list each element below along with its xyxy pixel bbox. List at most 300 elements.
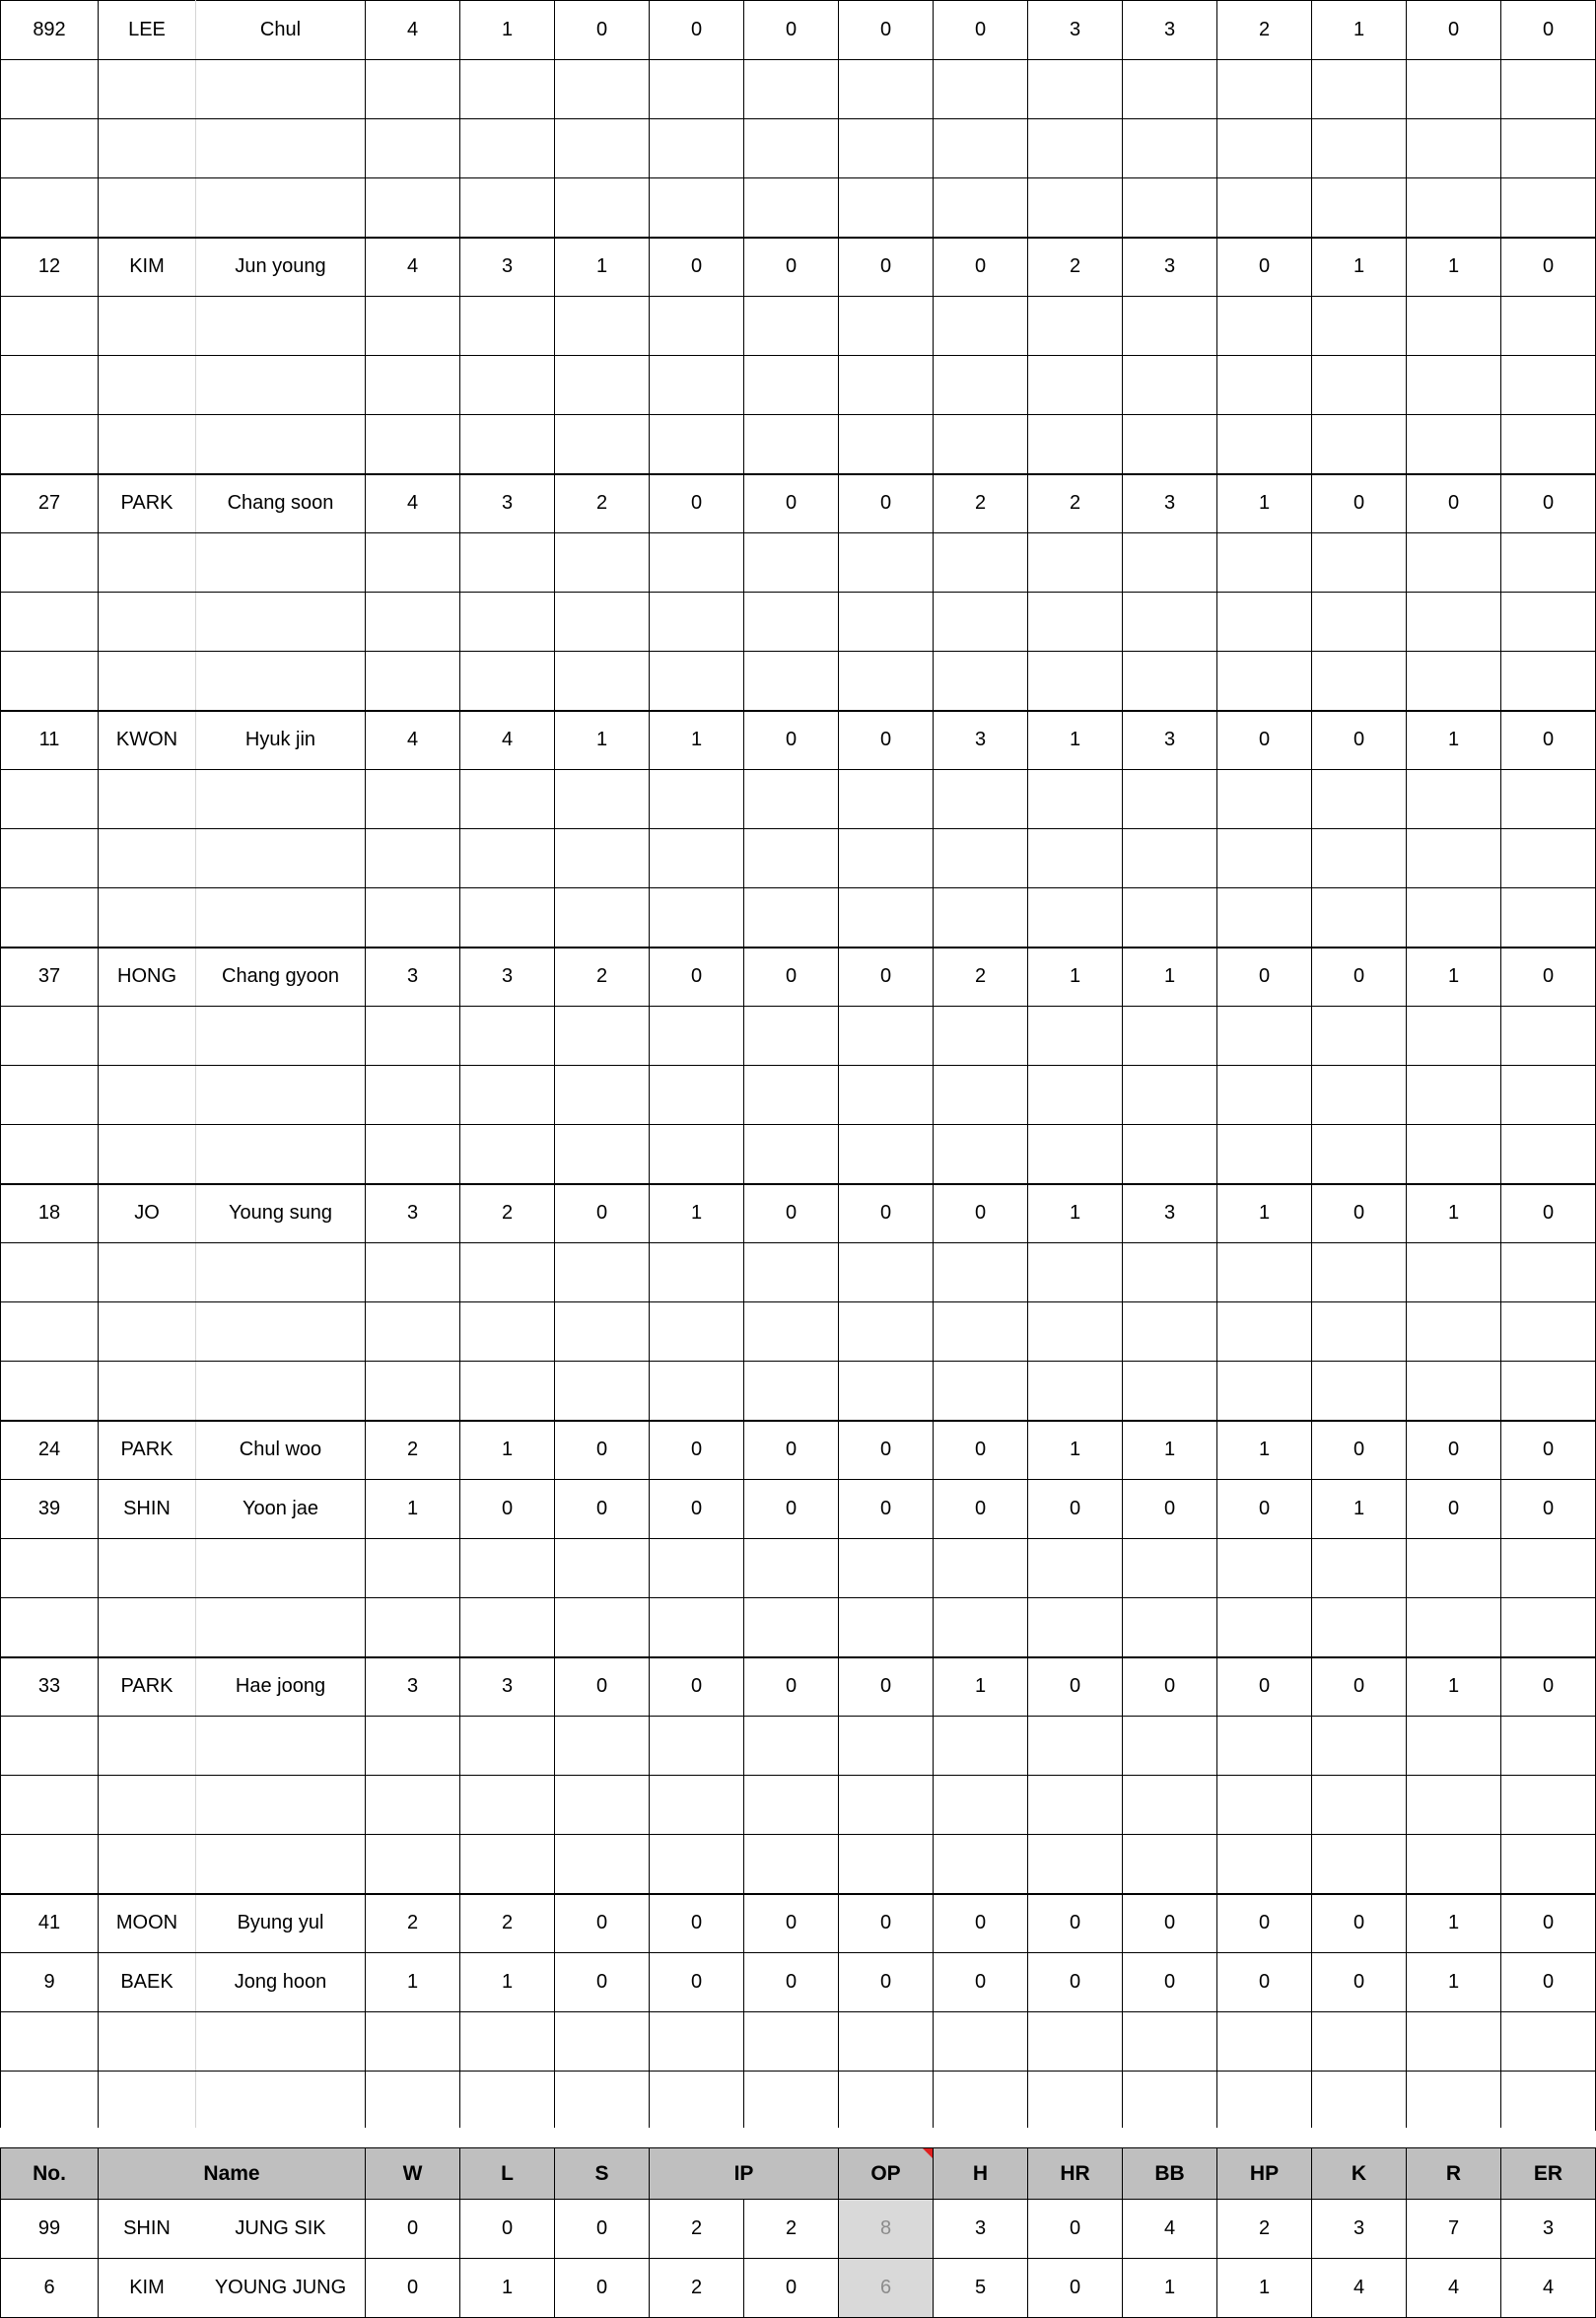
batter-no[interactable]: 11 — [1, 711, 99, 770]
batter-stat-3b[interactable] — [744, 178, 839, 238]
batter-stat-r[interactable] — [1217, 1302, 1312, 1362]
batter-stat-e[interactable] — [1407, 2012, 1501, 2072]
batter-stat-3b[interactable]: 0 — [744, 948, 839, 1007]
batter-stat-rbi[interactable] — [1123, 119, 1217, 178]
batter-stat-pa[interactable]: 3 — [366, 1184, 460, 1243]
batter-first-name[interactable] — [196, 1539, 366, 1598]
batter-no[interactable] — [1, 652, 99, 711]
batter-first-name[interactable]: Jun young — [196, 238, 366, 297]
batter-first-name[interactable] — [196, 1302, 366, 1362]
batter-stat-rbi[interactable] — [1123, 1125, 1217, 1184]
batter-stat-2b[interactable] — [650, 178, 744, 238]
batter-stat-rbi[interactable]: 3 — [1123, 1, 1217, 60]
batter-stat-sb[interactable]: 1 — [1312, 1480, 1407, 1539]
batter-last-name[interactable]: PARK — [99, 1657, 196, 1717]
batter-stat-pa[interactable] — [366, 1776, 460, 1835]
batter-first-name[interactable] — [196, 119, 366, 178]
batter-stat-hr[interactable] — [839, 533, 934, 593]
batter-stat-pa[interactable]: 4 — [366, 711, 460, 770]
batter-stat-hr[interactable]: 0 — [839, 1894, 934, 1953]
batter-stat-extra[interactable] — [1501, 1066, 1596, 1125]
batter-stat-extra[interactable]: 0 — [1501, 238, 1596, 297]
batter-stat-e[interactable]: 0 — [1407, 1, 1501, 60]
batter-first-name[interactable]: Hyuk jin — [196, 711, 366, 770]
batter-stat-ab[interactable] — [460, 119, 555, 178]
batter-stat-e[interactable] — [1407, 533, 1501, 593]
batter-stat-bb[interactable] — [934, 356, 1028, 415]
batter-stat-2b[interactable]: 0 — [650, 1480, 744, 1539]
pitcher-k[interactable]: 3 — [1312, 2200, 1407, 2259]
batter-stat-h[interactable]: 1 — [555, 711, 650, 770]
batter-no[interactable] — [1, 593, 99, 652]
batter-stat-r[interactable] — [1217, 1598, 1312, 1657]
batter-stat-extra[interactable]: 0 — [1501, 948, 1596, 1007]
batter-stat-rbi[interactable] — [1123, 1302, 1217, 1362]
batter-stat-bb[interactable]: 0 — [934, 1421, 1028, 1480]
batter-stat-extra[interactable]: 0 — [1501, 1480, 1596, 1539]
batter-stat-h[interactable] — [555, 1598, 650, 1657]
batter-stat-so[interactable] — [1028, 297, 1123, 356]
batter-stat-h[interactable] — [555, 652, 650, 711]
batter-no[interactable] — [1, 1776, 99, 1835]
batter-stat-2b[interactable] — [650, 356, 744, 415]
batter-stat-extra[interactable] — [1501, 1125, 1596, 1184]
batter-stat-extra[interactable] — [1501, 1539, 1596, 1598]
batter-stat-pa[interactable] — [366, 297, 460, 356]
batter-stat-h[interactable] — [555, 1007, 650, 1066]
batter-stat-2b[interactable]: 0 — [650, 1894, 744, 1953]
batter-stat-3b[interactable]: 0 — [744, 1421, 839, 1480]
batter-stat-h[interactable]: 0 — [555, 1480, 650, 1539]
batter-stat-so[interactable] — [1028, 1776, 1123, 1835]
batter-stat-h[interactable]: 1 — [555, 238, 650, 297]
pitcher-ip-outs[interactable]: 2 — [744, 2200, 839, 2259]
batter-stat-hr[interactable]: 0 — [839, 1, 934, 60]
batter-no[interactable] — [1, 533, 99, 593]
batter-stat-r[interactable] — [1217, 1717, 1312, 1776]
batter-stat-so[interactable] — [1028, 770, 1123, 829]
batter-stat-extra[interactable]: 0 — [1501, 711, 1596, 770]
batter-stat-hr[interactable]: 0 — [839, 711, 934, 770]
batter-no[interactable] — [1, 297, 99, 356]
batter-stat-bb[interactable] — [934, 593, 1028, 652]
batter-stat-r[interactable]: 1 — [1217, 1184, 1312, 1243]
batter-no[interactable] — [1, 60, 99, 119]
batter-stat-2b[interactable] — [650, 119, 744, 178]
batter-stat-so[interactable]: 0 — [1028, 1953, 1123, 2012]
batter-stat-h[interactable] — [555, 119, 650, 178]
batter-last-name[interactable]: KIM — [99, 238, 196, 297]
batter-stat-ab[interactable]: 4 — [460, 711, 555, 770]
batter-stat-h[interactable]: 0 — [555, 1894, 650, 1953]
batter-stat-2b[interactable] — [650, 533, 744, 593]
batter-stat-hr[interactable]: 0 — [839, 238, 934, 297]
batter-stat-so[interactable] — [1028, 2012, 1123, 2072]
batter-stat-sb[interactable] — [1312, 178, 1407, 238]
batter-stat-3b[interactable] — [744, 2012, 839, 2072]
batter-stat-hr[interactable]: 0 — [839, 1480, 934, 1539]
batter-first-name[interactable]: Jong hoon — [196, 1953, 366, 2012]
batter-stat-hr[interactable] — [839, 1539, 934, 1598]
batter-stat-e[interactable] — [1407, 1066, 1501, 1125]
batter-stat-rbi[interactable] — [1123, 652, 1217, 711]
batter-stat-hr[interactable]: 0 — [839, 1421, 934, 1480]
batter-stat-extra[interactable]: 0 — [1501, 1657, 1596, 1717]
batter-stat-2b[interactable] — [650, 1125, 744, 1184]
batter-stat-hr[interactable] — [839, 1835, 934, 1894]
batter-stat-rbi[interactable] — [1123, 888, 1217, 948]
batter-last-name[interactable] — [99, 2072, 196, 2131]
pitcher-er[interactable]: 3 — [1501, 2200, 1596, 2259]
batter-last-name[interactable] — [99, 1302, 196, 1362]
batter-stat-h[interactable]: 0 — [555, 1184, 650, 1243]
batter-stat-pa[interactable] — [366, 533, 460, 593]
batter-stat-h[interactable] — [555, 178, 650, 238]
batter-stat-ab[interactable] — [460, 1717, 555, 1776]
batter-last-name[interactable] — [99, 356, 196, 415]
batter-stat-3b[interactable] — [744, 60, 839, 119]
batter-stat-pa[interactable] — [366, 1125, 460, 1184]
header-k[interactable]: K — [1312, 2148, 1407, 2200]
batter-stat-bb[interactable]: 0 — [934, 1184, 1028, 1243]
batter-stat-ab[interactable]: 2 — [460, 1894, 555, 1953]
batter-stat-e[interactable] — [1407, 593, 1501, 652]
batter-stat-h[interactable] — [555, 1539, 650, 1598]
batter-stat-ab[interactable] — [460, 652, 555, 711]
batter-stat-rbi[interactable] — [1123, 2012, 1217, 2072]
batter-no[interactable] — [1, 1717, 99, 1776]
batter-stat-ab[interactable] — [460, 593, 555, 652]
batter-stat-e[interactable] — [1407, 119, 1501, 178]
batter-stat-r[interactable] — [1217, 1539, 1312, 1598]
batter-stat-h[interactable]: 2 — [555, 474, 650, 533]
batter-stat-so[interactable] — [1028, 1835, 1123, 1894]
batter-last-name[interactable] — [99, 1598, 196, 1657]
batter-stat-sb[interactable] — [1312, 770, 1407, 829]
batter-first-name[interactable] — [196, 1598, 366, 1657]
pitcher-h[interactable]: 3 — [934, 2200, 1028, 2259]
batter-stat-hr[interactable] — [839, 1776, 934, 1835]
batter-stat-bb[interactable] — [934, 119, 1028, 178]
batter-stat-r[interactable] — [1217, 652, 1312, 711]
batter-stat-e[interactable]: 1 — [1407, 1184, 1501, 1243]
batter-stat-2b[interactable] — [650, 1302, 744, 1362]
batter-stat-bb[interactable] — [934, 415, 1028, 474]
batter-stat-so[interactable]: 1 — [1028, 948, 1123, 1007]
batter-stat-e[interactable] — [1407, 829, 1501, 888]
batter-stat-so[interactable] — [1028, 1598, 1123, 1657]
pitcher-ip-innings[interactable]: 2 — [650, 2200, 744, 2259]
batter-stat-so[interactable] — [1028, 829, 1123, 888]
batter-stat-sb[interactable]: 0 — [1312, 1894, 1407, 1953]
batter-stat-e[interactable] — [1407, 1125, 1501, 1184]
batter-stat-r[interactable] — [1217, 297, 1312, 356]
batter-no[interactable]: 37 — [1, 948, 99, 1007]
batter-no[interactable]: 33 — [1, 1657, 99, 1717]
batter-stat-pa[interactable] — [366, 1539, 460, 1598]
batter-no[interactable] — [1, 2072, 99, 2131]
batter-stat-sb[interactable] — [1312, 1007, 1407, 1066]
batter-stat-hr[interactable]: 0 — [839, 474, 934, 533]
batter-stat-r[interactable] — [1217, 1125, 1312, 1184]
batter-first-name[interactable] — [196, 1007, 366, 1066]
batter-stat-ab[interactable] — [460, 297, 555, 356]
batter-stat-e[interactable] — [1407, 1362, 1501, 1421]
batter-stat-so[interactable]: 3 — [1028, 1, 1123, 60]
batter-stat-3b[interactable] — [744, 533, 839, 593]
batter-stat-e[interactable] — [1407, 415, 1501, 474]
batter-stat-2b[interactable]: 0 — [650, 1, 744, 60]
batter-stat-so[interactable]: 0 — [1028, 1894, 1123, 1953]
batter-stat-3b[interactable] — [744, 1007, 839, 1066]
batter-stat-r[interactable] — [1217, 60, 1312, 119]
batter-stat-r[interactable]: 0 — [1217, 1480, 1312, 1539]
batter-stat-3b[interactable] — [744, 1717, 839, 1776]
batter-stat-r[interactable] — [1217, 1362, 1312, 1421]
batter-stat-so[interactable] — [1028, 1302, 1123, 1362]
batter-stat-2b[interactable] — [650, 1598, 744, 1657]
batter-stat-pa[interactable] — [366, 2072, 460, 2131]
batter-stat-3b[interactable] — [744, 1539, 839, 1598]
batter-stat-ab[interactable] — [460, 770, 555, 829]
batter-stat-r[interactable] — [1217, 1835, 1312, 1894]
batter-last-name[interactable] — [99, 1776, 196, 1835]
batter-no[interactable] — [1, 1302, 99, 1362]
batter-first-name[interactable] — [196, 1243, 366, 1302]
batter-stat-hr[interactable]: 0 — [839, 1657, 934, 1717]
batter-stat-3b[interactable]: 0 — [744, 1, 839, 60]
batter-stat-sb[interactable] — [1312, 593, 1407, 652]
batter-stat-pa[interactable] — [366, 652, 460, 711]
batter-no[interactable]: 24 — [1, 1421, 99, 1480]
batter-stat-extra[interactable]: 0 — [1501, 474, 1596, 533]
batter-stat-h[interactable] — [555, 60, 650, 119]
batter-stat-extra[interactable] — [1501, 1362, 1596, 1421]
header-op[interactable] — [839, 2148, 934, 2200]
batter-stat-r[interactable]: 2 — [1217, 1, 1312, 60]
pitcher-s[interactable]: 0 — [555, 2259, 650, 2318]
batter-stat-2b[interactable] — [650, 593, 744, 652]
batter-stat-ab[interactable]: 2 — [460, 1184, 555, 1243]
batter-stat-3b[interactable] — [744, 356, 839, 415]
batter-stat-ab[interactable] — [460, 1598, 555, 1657]
batter-last-name[interactable] — [99, 652, 196, 711]
batter-stat-ab[interactable] — [460, 2012, 555, 2072]
batter-first-name[interactable] — [196, 1125, 366, 1184]
batter-stat-r[interactable]: 0 — [1217, 711, 1312, 770]
batter-stat-ab[interactable] — [460, 829, 555, 888]
batter-stat-hr[interactable] — [839, 1007, 934, 1066]
batter-stat-extra[interactable] — [1501, 770, 1596, 829]
batter-last-name[interactable] — [99, 770, 196, 829]
batter-stat-rbi[interactable] — [1123, 297, 1217, 356]
batter-first-name[interactable] — [196, 888, 366, 948]
batter-stat-extra[interactable] — [1501, 60, 1596, 119]
pitcher-w[interactable]: 0 — [366, 2259, 460, 2318]
batter-stat-ab[interactable] — [460, 888, 555, 948]
batter-last-name[interactable]: PARK — [99, 1421, 196, 1480]
pitcher-hr[interactable]: 0 — [1028, 2259, 1123, 2318]
batter-stat-sb[interactable]: 1 — [1312, 1, 1407, 60]
batter-stat-bb[interactable] — [934, 1598, 1028, 1657]
pitcher-op[interactable]: 6 — [839, 2259, 934, 2318]
batter-last-name[interactable]: PARK — [99, 474, 196, 533]
batter-stat-r[interactable] — [1217, 770, 1312, 829]
batter-stat-pa[interactable] — [366, 1717, 460, 1776]
batter-stat-bb[interactable] — [934, 1007, 1028, 1066]
batter-first-name[interactable]: Chang soon — [196, 474, 366, 533]
batter-stat-r[interactable]: 0 — [1217, 1953, 1312, 2012]
batter-stat-extra[interactable] — [1501, 593, 1596, 652]
batter-stat-pa[interactable] — [366, 888, 460, 948]
batter-stat-3b[interactable] — [744, 829, 839, 888]
batter-no[interactable] — [1, 888, 99, 948]
batter-stat-pa[interactable]: 1 — [366, 1953, 460, 2012]
batter-stat-so[interactable] — [1028, 533, 1123, 593]
batter-last-name[interactable] — [99, 888, 196, 948]
batter-stat-r[interactable]: 0 — [1217, 1657, 1312, 1717]
batter-stat-pa[interactable]: 4 — [366, 474, 460, 533]
batter-stat-r[interactable] — [1217, 533, 1312, 593]
header-w[interactable]: W — [366, 2148, 460, 2200]
batter-stat-extra[interactable] — [1501, 1243, 1596, 1302]
batter-stat-h[interactable] — [555, 533, 650, 593]
batter-stat-2b[interactable]: 0 — [650, 1421, 744, 1480]
batter-stat-extra[interactable] — [1501, 533, 1596, 593]
pitcher-first-name[interactable]: JUNG SIK — [196, 2200, 366, 2259]
batter-stat-bb[interactable] — [934, 1302, 1028, 1362]
batter-stat-e[interactable]: 1 — [1407, 711, 1501, 770]
batter-stat-ab[interactable]: 1 — [460, 1, 555, 60]
batter-first-name[interactable] — [196, 1066, 366, 1125]
batter-stat-ab[interactable] — [460, 178, 555, 238]
batter-stat-r[interactable] — [1217, 829, 1312, 888]
batter-stat-2b[interactable] — [650, 1362, 744, 1421]
batter-stat-h[interactable] — [555, 415, 650, 474]
batter-stat-sb[interactable]: 1 — [1312, 238, 1407, 297]
batter-stat-so[interactable] — [1028, 1007, 1123, 1066]
batter-stat-hr[interactable] — [839, 297, 934, 356]
batter-stat-e[interactable]: 0 — [1407, 474, 1501, 533]
batter-stat-so[interactable] — [1028, 652, 1123, 711]
batter-stat-sb[interactable] — [1312, 1835, 1407, 1894]
batter-stat-e[interactable] — [1407, 1539, 1501, 1598]
batter-first-name[interactable] — [196, 178, 366, 238]
batter-stat-ab[interactable] — [460, 1362, 555, 1421]
batter-stat-2b[interactable] — [650, 1717, 744, 1776]
batter-stat-sb[interactable]: 0 — [1312, 1953, 1407, 2012]
batter-first-name[interactable] — [196, 1776, 366, 1835]
batter-stat-so[interactable]: 0 — [1028, 1480, 1123, 1539]
batter-stat-bb[interactable]: 2 — [934, 474, 1028, 533]
header-h[interactable]: H — [934, 2148, 1028, 2200]
batter-stat-rbi[interactable]: 0 — [1123, 1657, 1217, 1717]
batter-no[interactable]: 9 — [1, 1953, 99, 2012]
batter-stat-sb[interactable] — [1312, 1125, 1407, 1184]
batter-last-name[interactable] — [99, 1243, 196, 1302]
batter-last-name[interactable] — [99, 1125, 196, 1184]
batter-stat-2b[interactable]: 0 — [650, 1657, 744, 1717]
batter-stat-so[interactable] — [1028, 178, 1123, 238]
batter-no[interactable]: 18 — [1, 1184, 99, 1243]
batter-stat-hr[interactable] — [839, 1717, 934, 1776]
batter-last-name[interactable] — [99, 297, 196, 356]
batter-stat-hr[interactable] — [839, 1302, 934, 1362]
batter-stat-rbi[interactable] — [1123, 60, 1217, 119]
batter-stat-so[interactable] — [1028, 119, 1123, 178]
header-ip[interactable]: IP — [650, 2148, 839, 2200]
batter-stat-hr[interactable] — [839, 60, 934, 119]
batter-stat-3b[interactable] — [744, 1066, 839, 1125]
batter-stat-3b[interactable]: 0 — [744, 1657, 839, 1717]
batter-stat-sb[interactable]: 0 — [1312, 1184, 1407, 1243]
batter-stat-bb[interactable]: 0 — [934, 1480, 1028, 1539]
batter-stat-bb[interactable]: 0 — [934, 1894, 1028, 1953]
batter-last-name[interactable]: BAEK — [99, 1953, 196, 2012]
batter-stat-hr[interactable] — [839, 652, 934, 711]
batter-first-name[interactable] — [196, 1717, 366, 1776]
batter-stat-h[interactable] — [555, 2012, 650, 2072]
batter-stat-extra[interactable] — [1501, 1835, 1596, 1894]
batter-stat-rbi[interactable]: 0 — [1123, 1480, 1217, 1539]
batter-stat-pa[interactable] — [366, 60, 460, 119]
pitcher-bb[interactable]: 4 — [1123, 2200, 1217, 2259]
batter-stat-h[interactable] — [555, 1362, 650, 1421]
pitcher-h[interactable]: 5 — [934, 2259, 1028, 2318]
batter-no[interactable] — [1, 415, 99, 474]
batter-stat-2b[interactable] — [650, 1539, 744, 1598]
batter-stat-sb[interactable] — [1312, 1776, 1407, 1835]
batter-no[interactable] — [1, 356, 99, 415]
batter-stat-rbi[interactable] — [1123, 770, 1217, 829]
batter-stat-ab[interactable]: 1 — [460, 1953, 555, 2012]
batter-first-name[interactable] — [196, 415, 366, 474]
batter-stat-2b[interactable] — [650, 829, 744, 888]
batter-stat-so[interactable] — [1028, 2072, 1123, 2131]
pitcher-first-name[interactable]: YOUNG JUNG — [196, 2259, 366, 2318]
batter-stat-2b[interactable] — [650, 2072, 744, 2131]
batter-first-name[interactable]: Chul — [196, 1, 366, 60]
batter-stat-sb[interactable]: 0 — [1312, 711, 1407, 770]
batter-stat-hr[interactable] — [839, 829, 934, 888]
batter-stat-extra[interactable] — [1501, 178, 1596, 238]
batter-stat-so[interactable] — [1028, 1066, 1123, 1125]
batter-stat-sb[interactable] — [1312, 1598, 1407, 1657]
batter-stat-r[interactable]: 0 — [1217, 238, 1312, 297]
batter-stat-rbi[interactable] — [1123, 415, 1217, 474]
batter-stat-pa[interactable] — [366, 178, 460, 238]
batter-stat-ab[interactable] — [460, 533, 555, 593]
batter-stat-3b[interactable]: 0 — [744, 474, 839, 533]
batter-stat-hr[interactable] — [839, 1243, 934, 1302]
batter-stat-pa[interactable]: 4 — [366, 1, 460, 60]
batter-stat-r[interactable] — [1217, 2072, 1312, 2131]
batter-stat-rbi[interactable] — [1123, 1835, 1217, 1894]
batter-stat-rbi[interactable]: 0 — [1123, 1894, 1217, 1953]
batter-stat-rbi[interactable]: 3 — [1123, 1184, 1217, 1243]
batter-stat-sb[interactable] — [1312, 2072, 1407, 2131]
batter-stat-sb[interactable] — [1312, 2012, 1407, 2072]
batter-stat-3b[interactable] — [744, 770, 839, 829]
batter-stat-rbi[interactable]: 3 — [1123, 711, 1217, 770]
batter-last-name[interactable] — [99, 1066, 196, 1125]
batter-stat-pa[interactable] — [366, 770, 460, 829]
batter-stat-2b[interactable] — [650, 888, 744, 948]
batter-stat-hr[interactable] — [839, 415, 934, 474]
batter-stat-ab[interactable] — [460, 1835, 555, 1894]
batter-stat-2b[interactable] — [650, 1066, 744, 1125]
batter-stat-hr[interactable]: 0 — [839, 948, 934, 1007]
